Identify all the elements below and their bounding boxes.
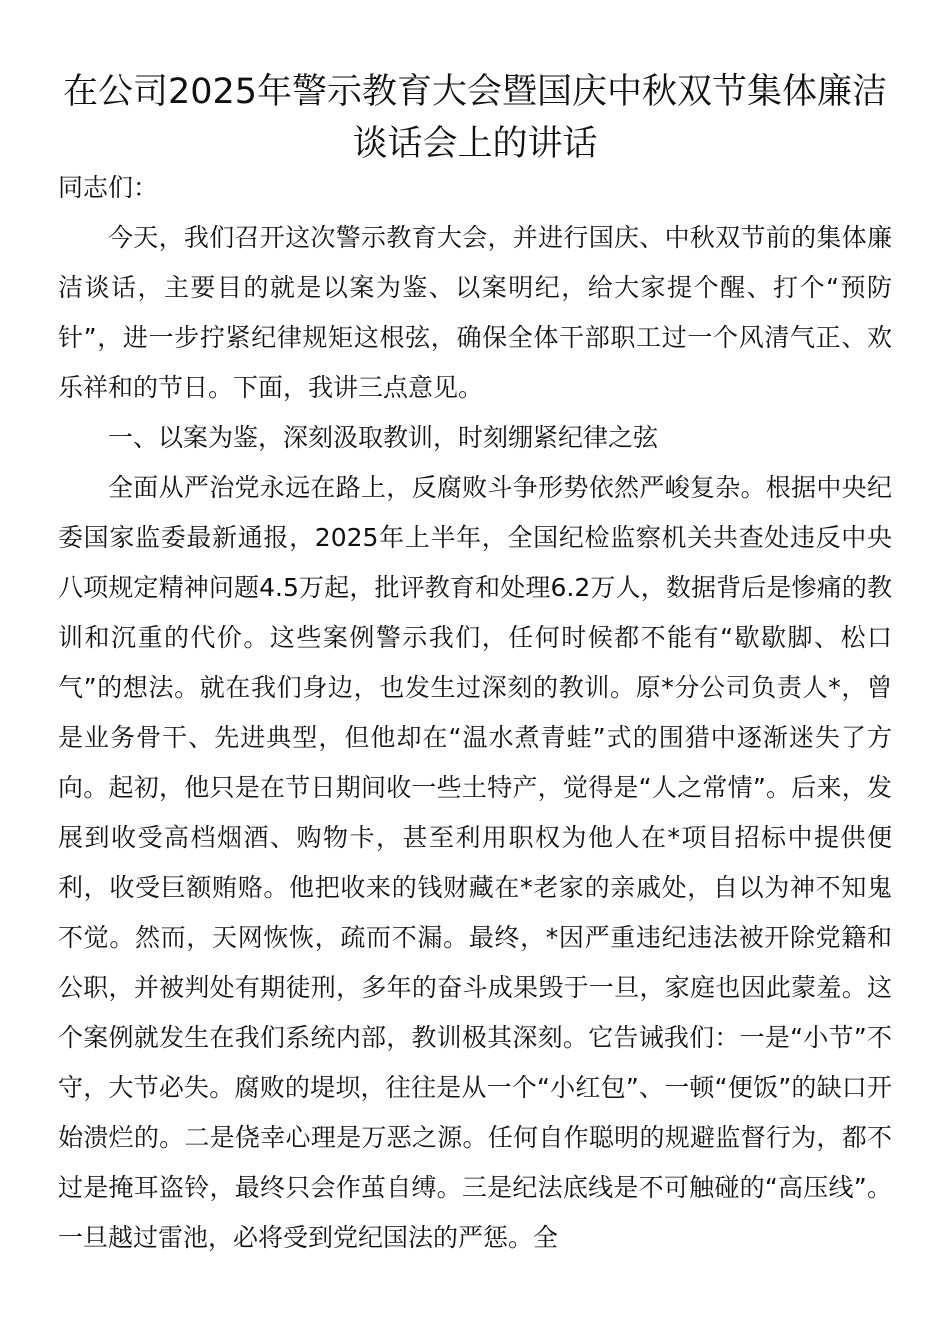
salutation: 同志们： bbox=[58, 173, 159, 202]
document-body bbox=[58, 163, 892, 1263]
intro-paragraph: 今天，我们召开这次警示教育大会，并进行国庆、中秋双节前的集体廉洁谈话，主要目的就是以案为鉴、以案明纪，给大家提个醒、打个“预防针”，进一步拧紧纪律规矩这根弦，确保全体干部职工过一个风清气正、欢乐祥和的节日。下面，我讲三点意见。 bbox=[58, 223, 892, 402]
document-title: 在公司2025年警示教育大会暨国庆中秋双节集体廉洁谈话会上的讲话 bbox=[62, 72, 888, 164]
section-paragraph: 全面从严治党永远在路上，反腐败斗争形势依然严峻复杂。根据中央纪委国家监委最新通报，2025年上半年，全国纪检监察机关共查处违反中央八项规定精神问题4.5万起，批评教育和处理6.2万人，数据背后是惨痛的教训和沉重的代价。这些案例警示我们，任何时候都不能有“歇歇脚、松口气”的想法。就在我们身边，也发生过深刻的教训。原*分公司负责人*，曾是业务骨干、先进典型，但他却在“温水煮青蛙”式的围猎中逐渐迷失了方向。起初，他只是在节日期间收一些土特产，觉得是“人之常情”。后来，发展到收受高档烟酒、购物卡，甚至利用职权为他人在*项目招标中提供便利，收受巨额贿赂。他把收来的钱财藏在*老家的亲戚处，自以为神不知鬼不觉。然而，天网恢恢，疏而不漏。最终，*因严重违纪违法被开除党籍和公职，并被判处有期徒刑，多年的奋斗成果毁于一旦，家庭也因此蒙羞。这个案例就发生在我们系统内部，教训极其深刻。它告诫我们：一是“小节”不守，大节必失。腐败的堤坝，往往是从一个“小红包”、一顿“便饭”的缺口开始溃烂的。二是侥幸心理是万恶之源。任何自作聪明的规避监督行为，都不过是掩耳盗铃，最终只会作茧自缚。三是纪法底线是不可触碰的“高压线”。一旦越过雷池，必将受到党纪国法的严惩。全 bbox=[58, 473, 892, 1252]
section-heading: 一、以案为鉴，深刻汲取教训，时刻绷紧纪律之弦 bbox=[108, 423, 659, 452]
